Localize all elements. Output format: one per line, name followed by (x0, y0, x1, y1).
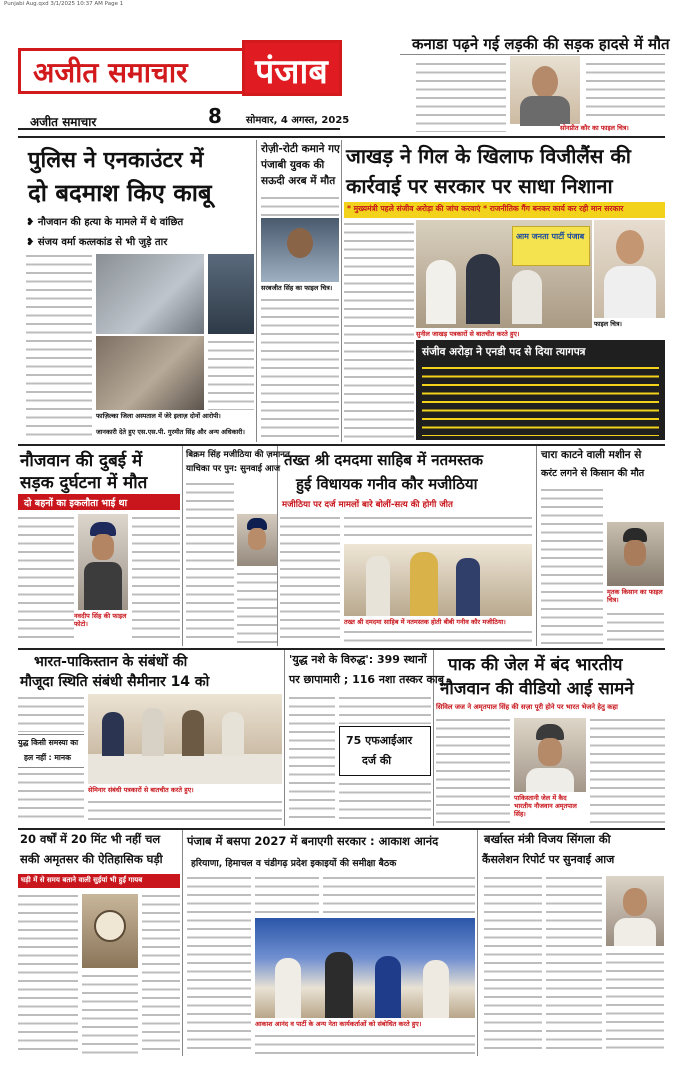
saudi-headline-2: पंजाबी युवक की (261, 159, 325, 171)
farmer-text-col-2 (607, 610, 664, 644)
jakhar-photo-person-3 (512, 270, 542, 324)
canada-story (400, 34, 670, 134)
majithia-bail-photo (237, 514, 277, 566)
majithia-bail-headline-2: याचिका पर पुन: सुनवाई आज (186, 464, 281, 474)
damdama-text-top (344, 514, 532, 542)
saudi-headline-1: रोज़ी-रोटी कमाने गए (261, 143, 340, 155)
pak-jail-headline-1: पाक की जेल में बंद भारतीय (448, 655, 623, 675)
jakhar-photo-2-face (616, 230, 644, 264)
pak-jail-photo (514, 718, 586, 792)
amritsar-sub-bar (18, 874, 180, 888)
arora-box (416, 340, 665, 440)
singla-headline-1: बर्खास्त मंत्री विजय सिंगला की (484, 832, 611, 846)
encounter-headline-2: दो बदमाश किए काबू (28, 179, 212, 207)
indo-pak-quote-1: युद्ध किसी समस्या का (18, 738, 79, 747)
indo-pak-photo-person-3 (182, 710, 204, 756)
pak-jail-photo-face (538, 738, 562, 766)
majithia-bail-photo-face (248, 528, 266, 550)
jakhar-banner (512, 226, 590, 266)
indo-pak-quote-2: हल नहीं : मानक (24, 753, 71, 762)
encounter-text-col-2 (208, 338, 254, 410)
bsp-photo-person-2 (325, 952, 353, 1018)
majithia-bail-headline-1: बिक्रम सिंह मजीठिया की ज़मानत (186, 450, 290, 460)
indo-pak-text-col-1 (18, 770, 84, 824)
drugs-text-col-2 (339, 694, 431, 724)
bsp-photo-person-3 (375, 956, 401, 1018)
farmer-story (536, 446, 665, 646)
damdama-headline-2: हुई विधायक गनीव कौर मजीठिया (296, 475, 478, 493)
dubai-story (18, 446, 180, 646)
indo-pak-photo-person-1 (102, 712, 124, 756)
amritsar-story (18, 830, 180, 1056)
encounter-caption-2: जानकारी देते हुए एस.एस.पी. गुरमीत सिंह और अन्य अधिकारी। (96, 428, 254, 436)
bsp-story (182, 830, 478, 1056)
masthead-date: सोमवार, 4 अगस्त, 2025 (246, 115, 350, 126)
saudi-photo (261, 218, 339, 282)
drugs-box (339, 726, 431, 776)
damdama-photo-person-3 (456, 558, 480, 616)
pak-jail-story (436, 650, 665, 826)
brand-left-box (18, 48, 242, 94)
amritsar-clock-face (94, 910, 126, 942)
singla-text-col-2 (546, 874, 602, 1054)
bsp-sub: हरियाणा, हिमाचल व चंडीगढ़ प्रदेश इकाइयों की समीक्षा बैठक (191, 858, 397, 869)
masthead (18, 48, 350, 130)
bsp-photo-person-4 (423, 960, 449, 1018)
damdama-photo-person-2 (410, 552, 438, 616)
arora-headline: संजीव अरोड़ा ने एनडी पद से दिया त्यागपत्र (422, 346, 586, 358)
singla-photo-body (614, 918, 656, 946)
damdama-story (280, 446, 534, 646)
jakhar-caption-1: सुनील जाखड़ पत्रकारों से बातचीत करते हुए। (416, 330, 592, 338)
pak-jail-text-col-1 (436, 716, 510, 824)
encounter-headline-1: पुलिस ने एनकाउंटर में (28, 148, 204, 173)
jakhar-sub-bar (344, 202, 665, 218)
amritsar-text-col-2 (82, 972, 138, 1054)
canada-text-col-1 (416, 60, 506, 132)
dubai-caption: नवदीप सिंह की फाइल फोटो। (74, 612, 132, 632)
jakhar-photo-1 (416, 220, 592, 328)
dubai-headline-1: नौजवान की दुबई में (20, 451, 143, 471)
brand-right: पंजाब (255, 52, 328, 92)
dubai-headline-2: सड़क दुर्घटना में मौत (20, 473, 148, 493)
encounter-photo-1 (96, 254, 204, 334)
saudi-text (261, 296, 339, 440)
majithia-bail-story (182, 446, 290, 646)
indo-pak-story (18, 650, 282, 826)
drugs-box-2: दर्ज की (362, 754, 392, 767)
pak-jail-sub: सिविल जज ने अमृतपाल सिंह की सज़ा पूरी होने पर भारत भेजने हेतु कहा (436, 703, 618, 711)
encounter-photo-3 (208, 254, 254, 334)
farmer-text-col-1 (541, 486, 603, 644)
jakhar-photo-person-1 (426, 260, 456, 324)
damdama-text-bottom (344, 628, 532, 644)
amritsar-text-col-1 (18, 892, 78, 1054)
singla-headline-2: कैंसलेशन रिपोर्ट पर सुनवाई आज (482, 853, 615, 866)
drugs-headline-2: पर छापामारी ; 116 नशा तस्कर काबू (289, 673, 445, 686)
bsp-text-col-3 (323, 874, 475, 916)
bsp-photo (255, 918, 475, 1018)
indo-pak-text-top (18, 694, 84, 732)
singla-photo (606, 876, 664, 946)
amritsar-headline-1: 20 वर्षों में 20 मिंट भी नहीं चल (20, 832, 161, 846)
jakhar-photo-2 (594, 220, 665, 318)
jakhar-headline-1: जाखड़ ने गिल के खिलाफ विजीलैंस की (346, 144, 631, 168)
encounter-caption-1: फाज़िल्का जिला अस्पताल में जेरे इलाज़ दोनों आरोपी। (96, 412, 254, 428)
canada-photo-body (520, 96, 570, 126)
drugs-story (284, 650, 445, 826)
bsp-text-col-2 (255, 874, 319, 916)
encounter-text-col-1 (26, 252, 92, 440)
farmer-photo-face (624, 540, 646, 566)
farmer-headline-2: करंट लगने से किसान की मौत (541, 468, 645, 479)
damdama-caption: तख्त श्री दमदमा साहिब में नतमस्तक होती बीबी गनीव कौर मजीठिया। (344, 618, 532, 626)
majithia-bail-text-2 (237, 570, 277, 644)
saudi-story (256, 140, 342, 442)
farmer-photo (607, 522, 664, 586)
pak-jail-caption: पाकिस्तानी जेल में कैद भारतीय नौजवान अमृतपाल सिंह। (514, 794, 586, 814)
farmer-caption: मृतक किसान का फाइल चित्र। (607, 588, 664, 608)
farmer-headline-1: चारा काटने वाली मशीन से (541, 449, 642, 461)
saudi-caption: सरबजीत सिंह का फाइल चित्र। (261, 284, 339, 292)
damdama-photo-person-1 (366, 556, 390, 616)
indo-pak-headline-2: मौजूदा स्थिति संबंधी सैमीनार 14 को (20, 674, 210, 690)
canada-photo-face (532, 66, 558, 98)
jakhar-photo-2-body (604, 266, 656, 318)
encounter-photo-2 (96, 336, 204, 410)
drugs-text-col-1 (289, 694, 335, 824)
encounter-sub-1: ❥ नौजवान की हत्या के मामले में थे वांछित (26, 217, 184, 228)
drugs-box-1: 75 एफआईआर (346, 734, 413, 747)
indo-pak-headline-1: भारत-पाकिस्तान के संबंधों की (34, 654, 188, 670)
damdama-text-col-1 (280, 514, 340, 644)
canada-photo (510, 56, 580, 124)
canada-rule (400, 54, 665, 55)
arora-text (422, 364, 659, 436)
bsp-text-bottom (255, 1032, 475, 1054)
bsp-headline: पंजाब में बसपा 2027 में बनाएगी सरकार : आकाश आनंद (187, 834, 439, 848)
indo-pak-caption: सेमिनार संबंधी पत्रकारों से बातचीत करते हुए। (88, 786, 282, 794)
pak-jail-headline-2: नौजवान की वीडियो आई सामने (440, 679, 634, 699)
pak-jail-text-col-2 (590, 716, 665, 824)
bsp-photo-person-1 (275, 958, 301, 1018)
singla-photo-face (623, 888, 647, 916)
dubai-text-col-1 (18, 514, 74, 644)
damdama-photo (344, 544, 532, 616)
damdama-headline-1: तख्त श्री दमदमा साहिब में नतमस्तक (284, 451, 484, 469)
drugs-headline-1: 'युद्ध नशे के विरुद्ध': 399 स्थानों (289, 653, 427, 666)
jakhar-text-col-1 (344, 220, 414, 440)
singla-text-col-1 (484, 874, 542, 1054)
dubai-sub: दो बहनों का इकलौता भाई था (24, 498, 128, 509)
section-divider-1 (18, 136, 665, 138)
dubai-sub-bar (18, 494, 180, 510)
jakhar-caption-2: फाइल चित्र। (594, 320, 665, 328)
canada-caption: सोनप्रीत कौर का फाइल चित्र। (560, 124, 665, 132)
jakhar-story (344, 140, 665, 442)
damdama-sub: मजीठिया पर दर्ज मामलों बारे बोलीं-सत्य की होगी जीत (282, 500, 453, 510)
amritsar-headline-2: सकी अमृतसर की ऐतिहासिक घड़ी (20, 852, 163, 866)
saudi-text-top (261, 194, 339, 216)
canada-headline: कनाडा पढ़ने गई लड़की की सड़क हादसे में मौत (412, 35, 670, 53)
singla-story (480, 830, 665, 1056)
indo-pak-photo-person-4 (222, 712, 244, 756)
bsp-caption: आकाश आनंद व पार्टी के अन्य नेता कार्यकर्ताओं को संबोधित करते हुए। (255, 1020, 475, 1028)
canada-text-col-2 (586, 60, 665, 122)
brand-right-box (242, 40, 342, 96)
jakhar-photo-person-2 (466, 254, 500, 324)
bsp-text-col-1 (187, 874, 251, 1054)
page-number: 8 (208, 104, 222, 128)
amritsar-text-col-3 (142, 892, 180, 1054)
dubai-text-col-2 (132, 514, 180, 644)
jakhar-banner-text: आम जनता पार्टी पंजाब (516, 232, 585, 241)
masthead-footer-left: अजीत समाचार (30, 115, 97, 129)
brand-left: अजीत समाचार (33, 56, 188, 89)
drugs-text-col-3 (339, 780, 431, 824)
dubai-photo (78, 514, 128, 610)
indo-pak-photo (88, 694, 282, 784)
indo-pak-photo-table (88, 754, 282, 784)
indo-pak-photo-person-2 (142, 708, 164, 756)
indo-pak-text-col-2 (88, 798, 282, 824)
saudi-headline-3: सऊदी अरब में मौत (261, 175, 336, 187)
amritsar-sub: घड़ी में से समय बताने वाली सुईयां भी हुईं गायब (21, 876, 143, 884)
amritsar-photo (82, 894, 138, 968)
encounter-story (18, 140, 254, 442)
indo-pak-quote (18, 734, 84, 768)
singla-text-col-3 (606, 950, 664, 1054)
jakhar-headline-2: कार्रवाई पर सरकार पर साधा निशाना (346, 174, 613, 198)
majithia-bail-text-1 (186, 480, 234, 644)
dubai-photo-body (84, 562, 122, 610)
saudi-photo-face (287, 228, 313, 258)
pak-jail-photo-body (526, 768, 574, 792)
encounter-sub-2: ❥ संजय वर्मा कत्लकांड से भी जुड़े तार (26, 237, 168, 248)
print-slug: Punjabi Aug.qxd 3/1/2025 10:37 AM Page 1 (4, 1, 124, 7)
dubai-photo-face (92, 534, 114, 560)
jakhar-sub: * मुख्यमंत्री पहले संजीव अरोड़ा की जांच करवाएं * राजनीतिक गैंग बनकर कार्य कर रही मान सरकार (347, 204, 624, 213)
